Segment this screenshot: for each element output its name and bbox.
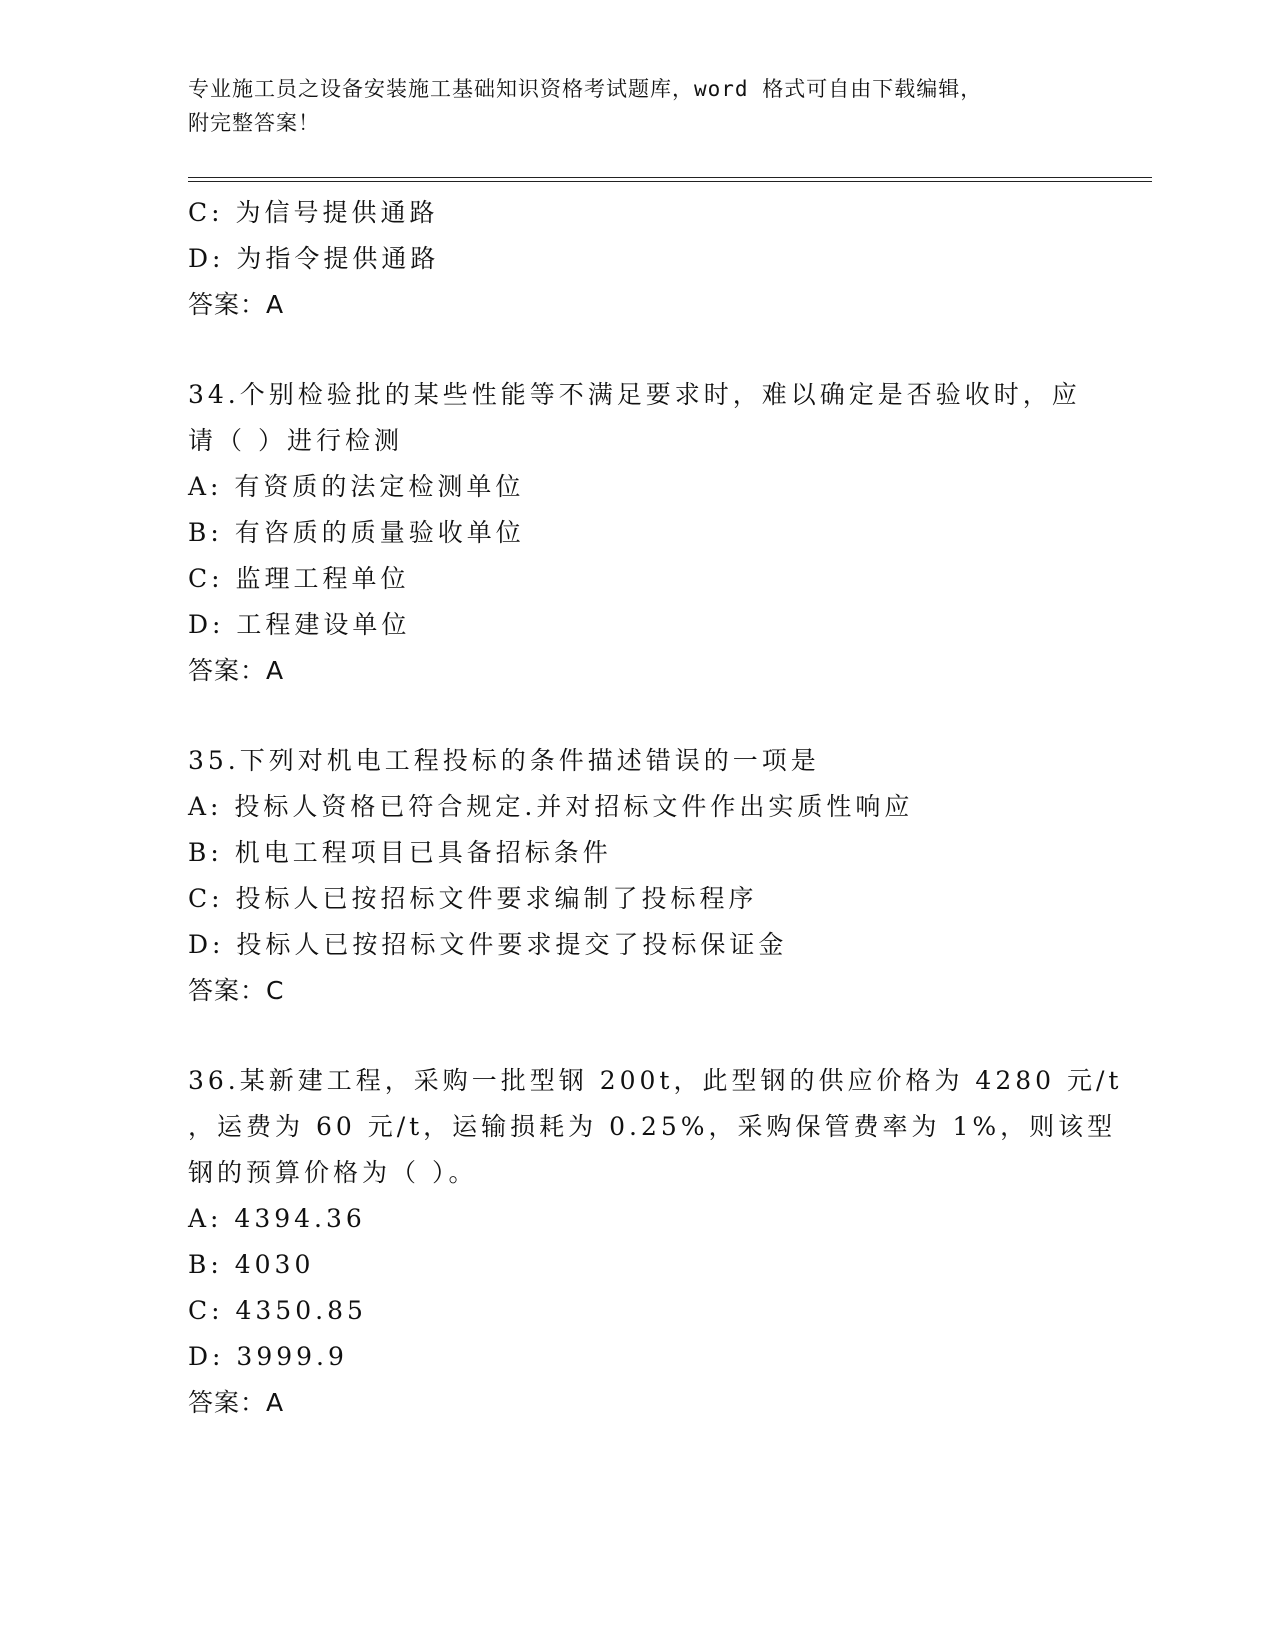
spacer bbox=[188, 694, 1088, 738]
header-line-2: 附完整答案！ bbox=[188, 111, 320, 135]
question-stem-continued: 请（ ）进行检测 bbox=[188, 426, 403, 455]
option-b: B: 有咨质的质量验收单位 bbox=[188, 518, 525, 547]
question-stem: 35.下列对机电工程投标的条件描述错误的一项是 bbox=[188, 746, 820, 775]
option-c: C: 监理工程单位 bbox=[188, 564, 410, 593]
spacer bbox=[188, 328, 1088, 372]
option-b: B: 机电工程项目已具备招标条件 bbox=[188, 838, 612, 867]
document-header bbox=[188, 72, 1088, 140]
answer-line: 答案：C bbox=[188, 976, 285, 1005]
spacer bbox=[188, 1014, 1088, 1058]
header-line-1: 专业施工员之设备安装施工基础知识资格考试题库，word 格式可自由下载编辑， bbox=[188, 77, 983, 101]
option-a: A: 投标人资格已符合规定.并对招标文件作出实质性响应 bbox=[188, 792, 914, 821]
option-c: C: 4350.85 bbox=[188, 1296, 367, 1325]
answer-line: 答案：A bbox=[188, 290, 285, 319]
question-stem-continued: 钢的预算价格为（ ）。 bbox=[188, 1158, 478, 1187]
option-d: D: 投标人已按招标文件要求提交了投标保证金 bbox=[188, 930, 788, 959]
question-36 bbox=[188, 1058, 1123, 1426]
option-a: A: 4394.36 bbox=[188, 1204, 366, 1233]
answer-line: 答案：A bbox=[188, 1388, 285, 1417]
previous-question-tail bbox=[188, 190, 1088, 328]
option-d: D: 3999.9 bbox=[188, 1342, 348, 1371]
question-34 bbox=[188, 372, 1088, 694]
option-c: C: 为信号提供通路 bbox=[188, 198, 439, 227]
question-35 bbox=[188, 738, 1088, 1014]
option-d: D: 为指令提供通路 bbox=[188, 244, 440, 273]
question-stem: 34.个别检验批的某些性能等不满足要求时，难以确定是否验收时，应 bbox=[188, 380, 1081, 409]
option-c: C: 投标人已按招标文件要求编制了投标程序 bbox=[188, 884, 758, 913]
question-stem: 36.某新建工程，采购一批型钢 200t，此型钢的供应价格为 4280 元/t bbox=[188, 1066, 1123, 1095]
document-body bbox=[188, 190, 1123, 1426]
question-stem-continued: ，运费为 60 元/t，运输损耗为 0.25%，采购保管费率为 1%，则该型 bbox=[188, 1112, 1117, 1141]
option-a: A: 有资质的法定检测单位 bbox=[188, 472, 525, 501]
answer-line: 答案：A bbox=[188, 656, 285, 685]
option-b: B: 4030 bbox=[188, 1250, 315, 1279]
header-divider-bottom bbox=[188, 181, 1152, 182]
header-divider-top bbox=[188, 177, 1152, 178]
option-d: D: 工程建设单位 bbox=[188, 610, 411, 639]
